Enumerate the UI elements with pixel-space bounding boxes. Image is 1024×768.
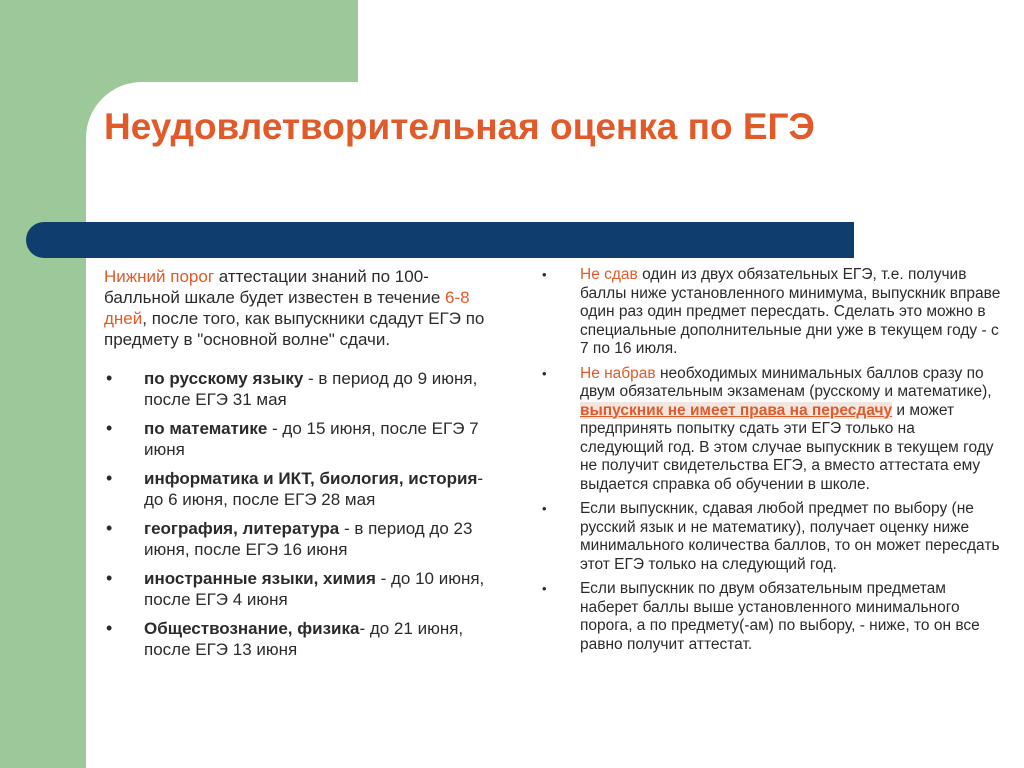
subject-name: по математике bbox=[144, 419, 268, 438]
bullet-icon: • bbox=[106, 368, 113, 388]
bullet-icon: • bbox=[106, 568, 113, 588]
rule-text: Если выпускник, сдавая любой предмет по выбору (не русский язык и не математику), получает оценку ниже минимального количества баллов, то он может пересдать этот ЕГЭ только на следующий год. bbox=[580, 500, 1000, 573]
rules-list bbox=[542, 266, 1002, 654]
subjects-list bbox=[104, 368, 504, 660]
bullet-icon: • bbox=[106, 418, 113, 438]
list-item bbox=[542, 500, 1002, 574]
subject-name: иностранные языки, химия bbox=[144, 569, 376, 588]
intro-paragraph bbox=[104, 266, 504, 350]
list-item bbox=[542, 266, 1002, 359]
bullet-icon: • bbox=[542, 581, 547, 596]
subject-deadline: - в период до 9 июня, после ЕГЭ 31 мая bbox=[144, 369, 478, 409]
list-item bbox=[104, 368, 504, 410]
subject-deadline: - до 6 июня, после ЕГЭ 28 мая bbox=[144, 469, 484, 509]
right-column bbox=[542, 266, 1002, 660]
rule-text: необходимых минимальных баллов сразу по двум обязательным экзаменам (русскому и математике), bbox=[580, 364, 992, 400]
subject-deadline: - в период до 23 июня, после ЕГЭ 16 июня bbox=[144, 519, 473, 559]
subject-name: по русскому языку bbox=[144, 369, 304, 388]
subject-deadline: - до 15 июня, после ЕГЭ 7 июня bbox=[144, 419, 479, 459]
slide-title: Неудовлетворительная оценка по ЕГЭ bbox=[104, 106, 815, 147]
subject-name: Обществознание, физика bbox=[144, 619, 360, 638]
rule-lead: Не сдав bbox=[580, 266, 638, 283]
subject-deadline: - до 10 июня, после ЕГЭ 4 июня bbox=[144, 569, 485, 609]
rule-text: один из двух обязательных ЕГЭ, т.е. получив баллы ниже установленного минимума, выпускник вправе один раз один предмет пересдать. Сделать это можно в специальные дополнительные дни уже в текущем году - с 7 по 16 июля. bbox=[580, 266, 1001, 357]
intro-text-2: , после того, как выпускники сдадут ЕГЭ по предмету в "основной волне" сдачи. bbox=[104, 309, 485, 349]
list-item bbox=[542, 580, 1002, 654]
rule-text-continued: и может предпринять попытку сдать эти ЕГЭ только на следующий год. В этом случае выпускник в текущем году не получит свидетельства ЕГЭ, а вместо аттестата ему выдается справка об обучении в школе. bbox=[580, 401, 994, 493]
subject-name: география, литература bbox=[144, 519, 340, 538]
intro-days: 6-8 дней bbox=[104, 288, 470, 328]
bullet-icon: • bbox=[542, 501, 547, 516]
subject-deadline: - до 21 июня, после ЕГЭ 13 июня bbox=[144, 619, 464, 659]
bullet-icon: • bbox=[106, 468, 113, 488]
list-item bbox=[104, 518, 504, 560]
list-item bbox=[104, 618, 504, 660]
bullet-icon: • bbox=[542, 365, 547, 381]
list-item bbox=[104, 468, 504, 510]
rule-lead: Не набрав bbox=[580, 364, 656, 382]
list-item bbox=[104, 568, 504, 610]
intro-lower-threshold: Нижний порог bbox=[104, 267, 215, 286]
bullet-icon: • bbox=[106, 518, 113, 538]
intro-text-1: аттестации знаний по 100-балльной шкале будет известен в течение bbox=[104, 267, 446, 307]
rule-text: Если выпускник по двум обязательным предметам наберет баллы выше установленного минимального порога, а по предмету(-ам) по выбору, - ниже, то он все равно получит аттестат. bbox=[580, 580, 980, 653]
title-divider-bar bbox=[26, 222, 854, 258]
bullet-icon: • bbox=[106, 618, 113, 638]
list-item bbox=[104, 418, 504, 460]
list-item bbox=[542, 365, 1002, 495]
left-column bbox=[104, 266, 504, 668]
subject-name: информатика и ИКТ, биология, история bbox=[144, 469, 478, 488]
no-retake-highlight: выпускник не имеет права на пересдачу bbox=[580, 401, 893, 419]
bullet-icon: • bbox=[542, 267, 547, 282]
